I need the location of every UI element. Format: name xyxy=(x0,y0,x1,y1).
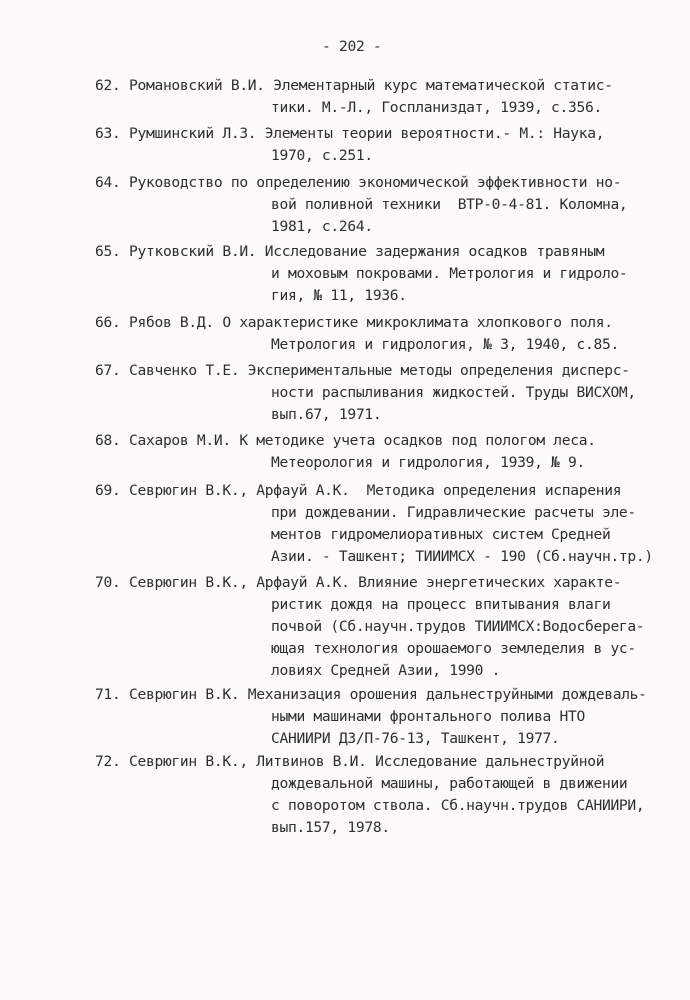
reference-line: Севрюгин В.К., Арфауй А.К. Методика определения испарения xyxy=(129,482,622,499)
reference-line: Рутковский В.И. Исследование задержания осадков травяным xyxy=(129,243,605,260)
reference-line: Романовский В.И. Элементарный курс математической статис- xyxy=(129,77,613,94)
reference-line: ющая технология орошаемого земледелия в ус- xyxy=(271,640,636,657)
page-number: - 202 - xyxy=(322,38,382,55)
reference-line: Севрюгин В.К., Литвинов В.И. Исследование дальнеструйной xyxy=(129,753,605,770)
reference-number: 69. xyxy=(95,482,121,499)
reference-line: ности распыливания жидкостей. Труды ВИСХОМ, xyxy=(271,384,636,401)
reference-line: Руководство по определению экономической эффективности но- xyxy=(129,174,622,191)
reference-line: ристик дождя на процесс впитывания влаги xyxy=(271,596,611,613)
reference-number: 62. xyxy=(95,77,121,94)
reference-line: вып.67, 1971. xyxy=(271,406,382,423)
reference-number: 72. xyxy=(95,753,121,770)
reference-line: Метеорология и гидрология, 1939, № 9. xyxy=(271,454,585,471)
reference-number: 63. xyxy=(95,125,121,142)
reference-number: 66. xyxy=(95,314,121,331)
reference-number: 68. xyxy=(95,432,121,449)
reference-line: тики. М.-Л., Госпланиздат, 1939, с.356. xyxy=(271,99,602,116)
reference-line: вып.157, 1978. xyxy=(271,819,390,836)
reference-line: ментов гидромелиоративных систем Средней xyxy=(271,526,611,543)
reference-line: при дождевании. Гидравлические расчеты эле- xyxy=(271,504,636,521)
reference-number: 64. xyxy=(95,174,121,191)
reference-line: Савченко Т.Е. Экспериментальные методы определения дисперс- xyxy=(129,362,630,379)
reference-number: 71. xyxy=(95,686,121,703)
reference-line: Сахаров М.И. К методике учета осадков под пологом леса. xyxy=(129,432,596,449)
reference-line: с поворотом ствола. Сб.научн.трудов САНИИРИ, xyxy=(271,797,645,814)
reference-line: Рябов В.Д. О характеристике микроклимата хлопкового поля. xyxy=(129,314,613,331)
reference-line: 1970, с.251. xyxy=(271,147,373,164)
reference-line: почвой (Сб.научн.трудов ТИИИМСХ:Водосберега- xyxy=(271,618,645,635)
reference-line: гия, № 11, 1936. xyxy=(271,287,407,304)
reference-line: ными машинами фронтального полива НТО xyxy=(271,708,585,725)
reference-line: Азии. - Ташкент; ТИИИМСХ - 190 (Сб.научн.тр.) xyxy=(271,548,653,565)
reference-number: 67. xyxy=(95,362,121,379)
reference-line: ловиях Средней Азии, 1990 . xyxy=(271,662,501,679)
reference-number: 70. xyxy=(95,574,121,591)
reference-line: 1981, с.264. xyxy=(271,218,373,235)
reference-line: Севрюгин В.К., Арфауй А.К. Влияние энергетических характе- xyxy=(129,574,622,591)
reference-line: САНИИРИ ДЗ/П-76-13, Ташкент, 1977. xyxy=(271,730,560,747)
reference-line: Румшинский Л.З. Элементы теории вероятности.- М.: Наука, xyxy=(129,125,605,142)
reference-line: Севрюгин В.К. Механизация орошения дальнеструйными дождеваль- xyxy=(129,686,647,703)
reference-line: и моховым покровами. Метрология и гидроло- xyxy=(271,265,628,282)
reference-line: Метрология и гидрология, № 3, 1940, с.85. xyxy=(271,336,619,353)
reference-line: вой поливной техники ВТР-0-4-81. Коломна, xyxy=(271,196,628,213)
reference-number: 65. xyxy=(95,243,121,260)
reference-line: дождевальной машины, работающей в движении xyxy=(271,775,628,792)
